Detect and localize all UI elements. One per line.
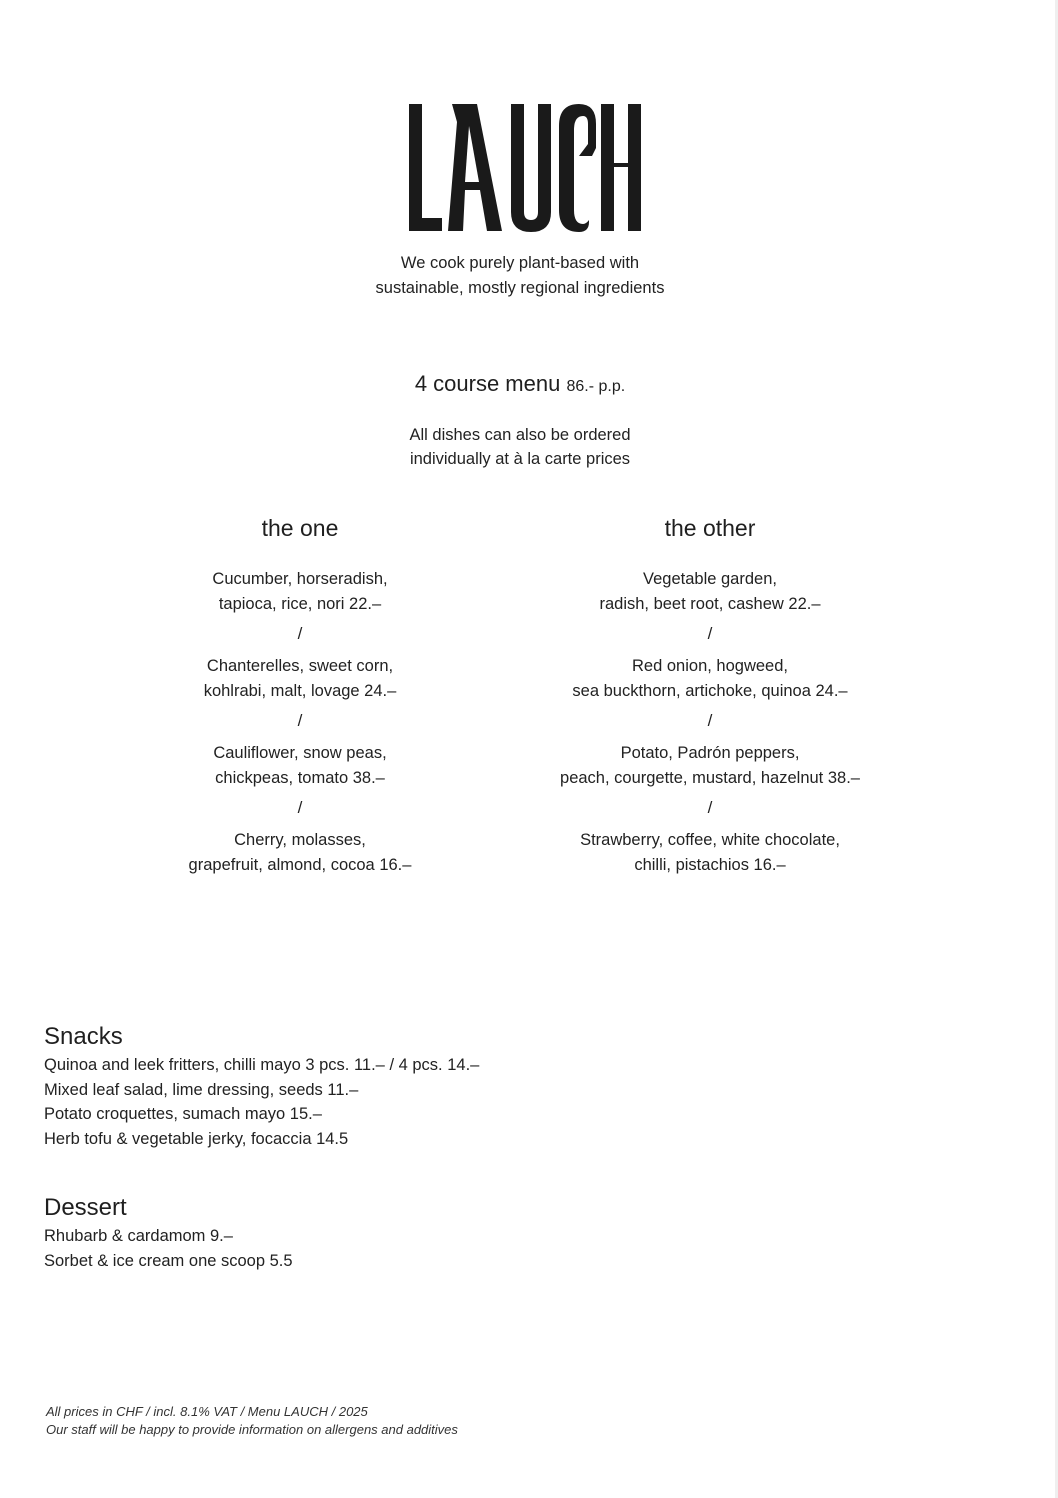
course-menu-heading	[0, 369, 1040, 402]
course-separator: /	[297, 798, 303, 817]
menu-column-the-other	[500, 512, 920, 877]
snack-item: Mixed leaf salad, lime dressing, seeds 11.–	[44, 1080, 359, 1099]
snack-item: Potato croquettes, sumach mayo 15.–	[44, 1105, 322, 1123]
dish-line: Red onion, hogweed,	[632, 657, 788, 675]
dish-item	[90, 828, 510, 877]
footer-line: All prices in CHF / incl. 8.1% VAT / Menu LAUCH / 2025	[46, 1404, 368, 1419]
dish-line: radish, beet root, cashew 22.–	[599, 594, 821, 613]
tagline-line: sustainable, mostly regional ingredients	[375, 279, 665, 297]
footer-note	[46, 1403, 458, 1439]
dish-item	[500, 828, 920, 877]
tagline	[0, 251, 1040, 301]
dessert-item: Sorbet & ice cream one scoop 5.5	[44, 1251, 293, 1270]
dish-item	[90, 741, 510, 790]
dish-line: kohlrabi, malt, lovage 24.–	[203, 681, 397, 700]
dish-item	[500, 567, 920, 616]
dish-line: Chanterelles, sweet corn,	[206, 657, 394, 675]
snack-item: Quinoa and leek fritters, chilli mayo 3 pcs. 11.– / 4 pcs. 14.–	[44, 1056, 480, 1074]
dish-line: Strawberry, coffee, white chocolate,	[580, 831, 840, 849]
column-title: the other	[664, 515, 756, 541]
course-menu-price: 86.- p.p.	[566, 378, 626, 395]
dish-line: Potato, Padrón peppers,	[620, 744, 800, 762]
dish-line: Cherry, molasses,	[234, 831, 366, 849]
dessert-title: Dessert	[44, 1194, 127, 1221]
dish-line: sea buckthorn, artichoke, quinoa 24.–	[572, 681, 848, 700]
tagline-line: We cook purely plant-based with	[400, 254, 640, 272]
course-menu-title: 4 course menu	[414, 371, 561, 396]
dish-item	[90, 567, 510, 616]
dish-line: tapioca, rice, nori 22.–	[218, 594, 382, 613]
dessert-item: Rhubarb & cardamom 9.–	[44, 1227, 233, 1245]
course-separator: /	[297, 711, 303, 730]
column-title: the one	[261, 515, 339, 541]
dish-item	[500, 654, 920, 703]
dish-line: chickpeas, tomato 38.–	[215, 768, 385, 787]
course-separator: /	[297, 624, 303, 643]
dish-line: grapefruit, almond, cocoa 16.–	[188, 855, 412, 874]
dish-line: Cucumber, horseradish,	[212, 570, 388, 588]
dish-line: chilli, pistachios 16.–	[634, 855, 786, 874]
footer-line: Our staff will be happy to provide information on allergens and additives	[46, 1422, 458, 1437]
course-separator: /	[707, 624, 713, 643]
snacks-title: Snacks	[44, 1023, 123, 1050]
restaurant-logo	[407, 104, 643, 232]
dish-item	[90, 654, 510, 703]
note-line: All dishes can also be ordered	[409, 426, 631, 444]
course-separator: /	[707, 711, 713, 730]
note-line: individually at à la carte prices	[409, 450, 631, 468]
lauch-wordmark-icon	[407, 104, 643, 232]
snacks-section	[44, 1022, 479, 1151]
dish-item	[500, 741, 920, 790]
dish-line: Cauliflower, snow peas,	[213, 744, 387, 762]
dish-line: Vegetable garden,	[643, 570, 777, 588]
menu-column-the-one	[90, 512, 510, 877]
dish-line: peach, courgette, mustard, hazelnut 38.–	[560, 768, 860, 787]
course-separator: /	[707, 798, 713, 817]
course-menu-note	[0, 423, 1040, 471]
dessert-section	[44, 1193, 293, 1273]
snack-item: Herb tofu & vegetable jerky, focaccia 14.5	[44, 1129, 349, 1148]
